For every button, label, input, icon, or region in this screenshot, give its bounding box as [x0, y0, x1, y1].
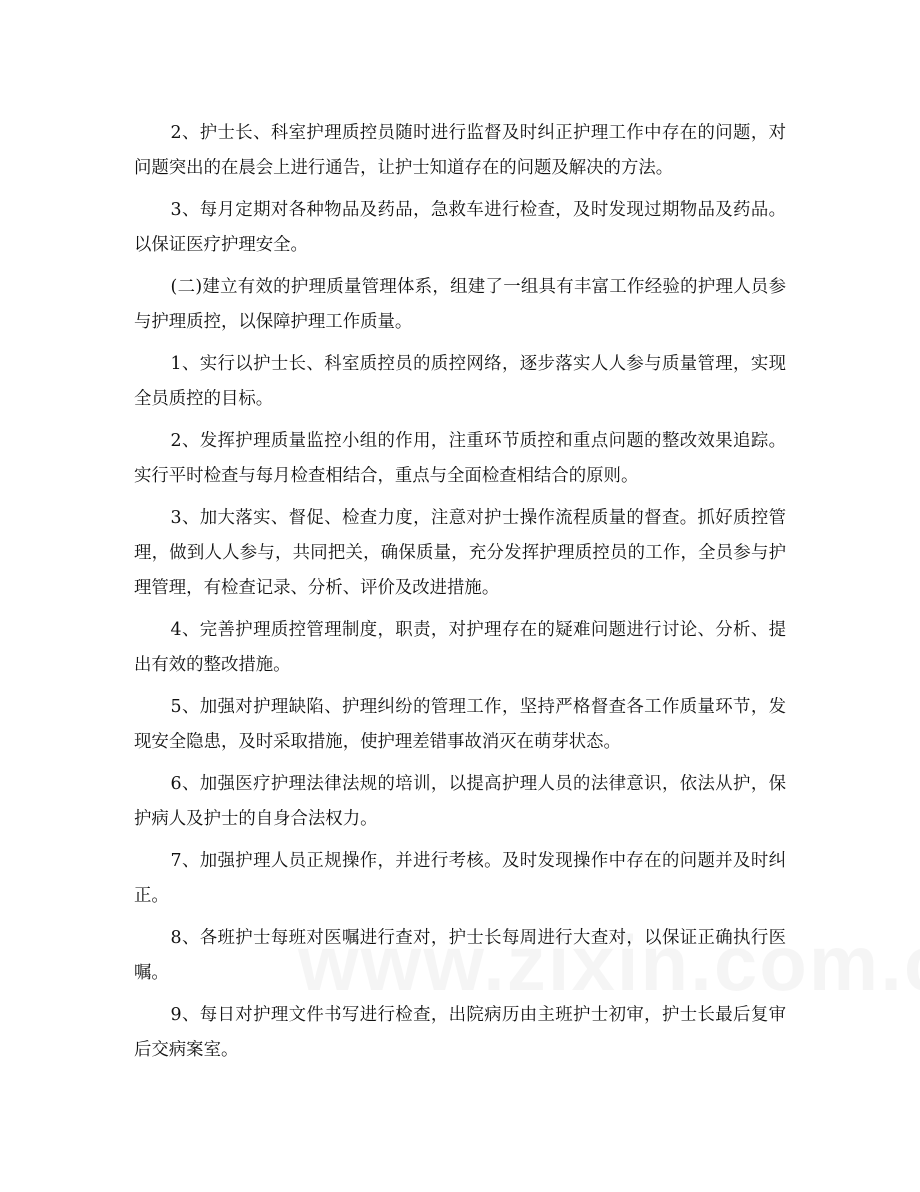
paragraph-item-5-defects: 5、加强对护理缺陷、护理纠纷的管理工作，坚持严格督查各工作质量环节，发现安全隐患，及时采取措施，使护理差错事故消灭在萌芽状态。 — [134, 697, 786, 752]
paragraph-item-1-network: 1、实行以护士长、科室质控员的质控网络，逐步落实人人参与质量管理，实现全员质控的目标。 — [134, 354, 786, 409]
paragraph-item-3-inspection: 3、每月定期对各种物品及药品，急救车进行检查，及时发现过期物品及药品。以保证医疗护理安全。 — [134, 200, 786, 255]
section-heading-quality-system: (二)建立有效的护理质量管理体系，组建了一组具有丰富工作经验的护理人员参与护理质控，以保障护理工作质量。 — [134, 277, 786, 332]
paragraph-item-7-operations: 7、加强护理人员正规操作，并进行考核。及时发现操作中存在的问题并及时纠正。 — [134, 851, 786, 906]
paragraph-item-3-implementation: 3、加大落实、督促、检查力度，注意对护士操作流程质量的督查。抓好质控管理，做到人人参与，共同把关，确保质量，充分发挥护理质控员的工作，全员参与护理管理，有检查记录、分析、评价及改进措施。 — [134, 508, 786, 598]
document-body — [134, 116, 786, 1075]
paragraph-item-9-records-check: 9、每日对护理文件书写进行检查，出院病历由主班护士初审，护士长最后复审后交病案室。 — [134, 1005, 786, 1060]
paragraph-item-2-monitoring-group: 2、发挥护理质量监控小组的作用，注重环节质控和重点问题的整改效果追踪。实行平时检查与每月检查相结合，重点与全面检查相结合的原则。 — [134, 431, 786, 486]
paragraph-item-8-orders-check: 8、各班护士每班对医嘱进行查对，护士长每周进行大查对，以保证正确执行医嘱。 — [134, 928, 786, 983]
paragraph-item-2-supervision: 2、护士长、科室护理质控员随时进行监督及时纠正护理工作中存在的问题，对问题突出的在晨会上进行通告，让护士知道存在的问题及解决的方法。 — [134, 123, 786, 178]
paragraph-item-6-legal-training: 6、加强医疗护理法律法规的培训，以提高护理人员的法律意识，依法从护，保护病人及护士的自身合法权力。 — [134, 774, 786, 829]
paragraph-item-4-regulations: 4、完善护理质控管理制度，职责，对护理存在的疑难问题进行讨论、分析、提出有效的整改措施。 — [134, 620, 786, 675]
